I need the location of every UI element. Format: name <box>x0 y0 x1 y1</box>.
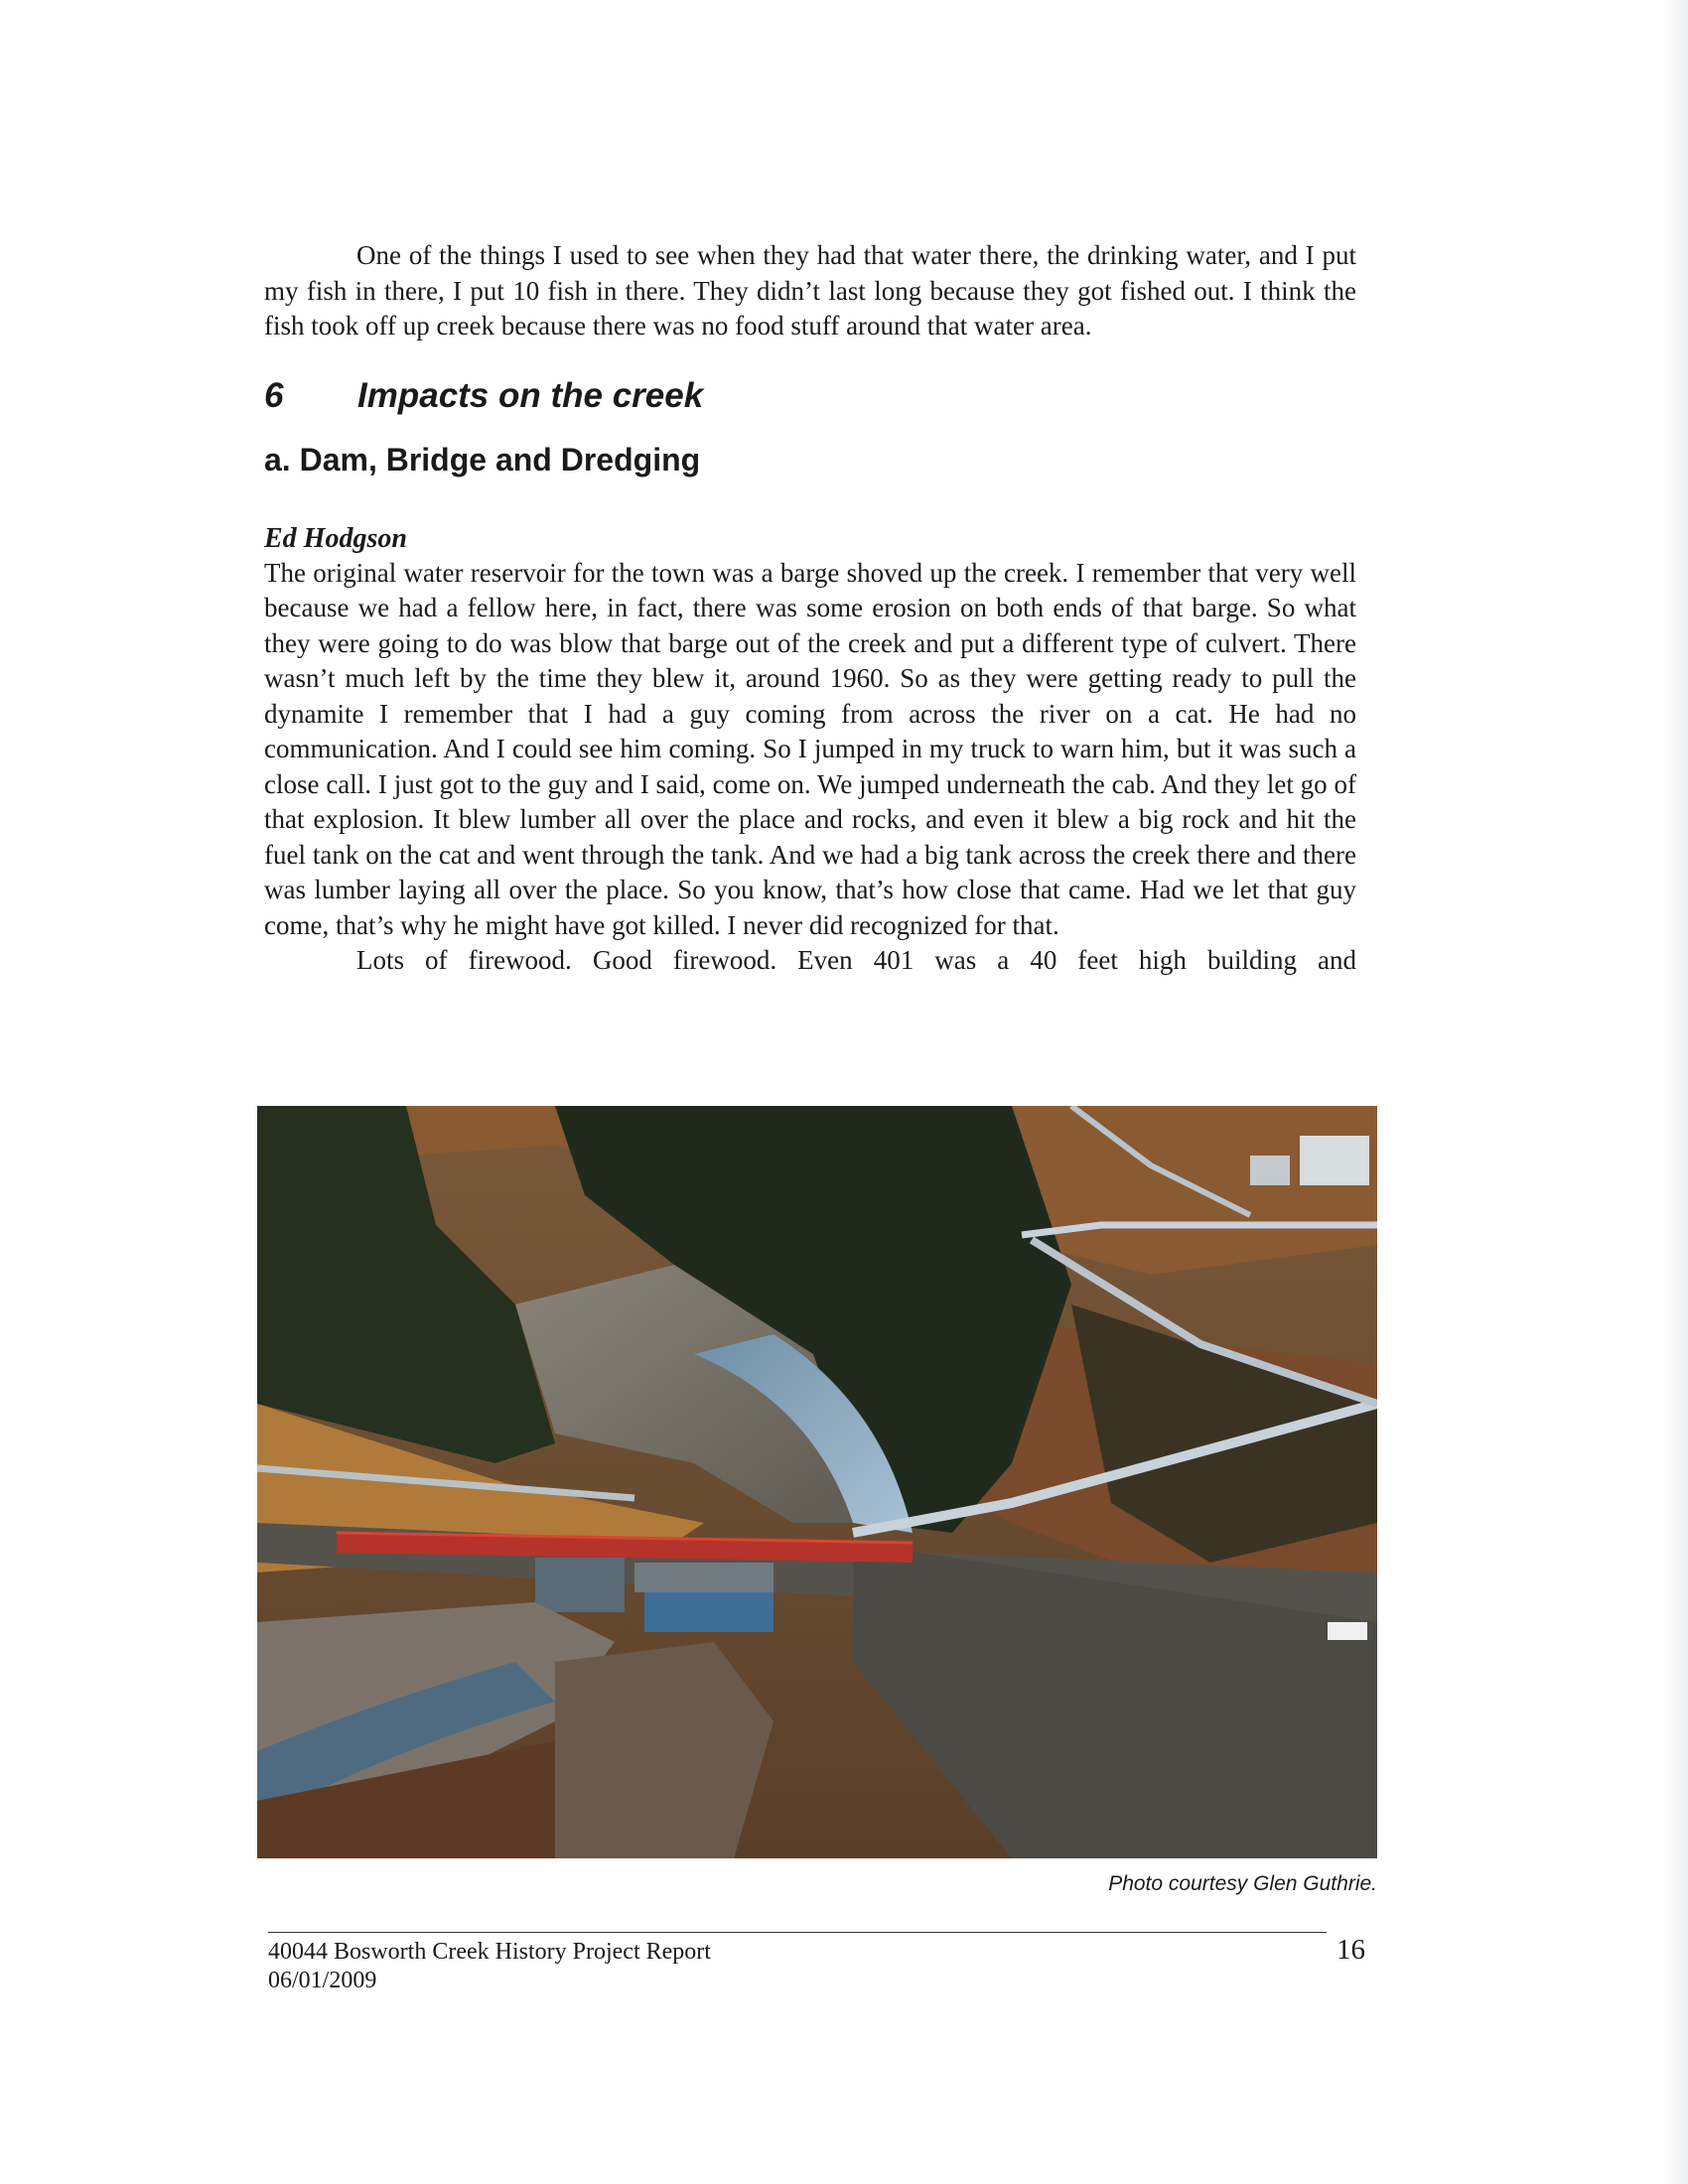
page-edge <box>1666 0 1688 2184</box>
speaker-name: Ed Hodgson <box>264 522 407 554</box>
subsection-heading: a. Dam, Bridge and Dredging <box>264 441 701 478</box>
footer-report-title: 40044 Bosworth Creek History Project Report <box>268 1939 711 1965</box>
footer <box>268 1938 711 1995</box>
body-paragraph-continued: Lots of firewood. Good firewood. Even 401 was a 40 feet high building and <box>356 945 1356 975</box>
section-number: 6 <box>264 375 284 415</box>
footer-date: 06/01/2009 <box>268 1968 377 1993</box>
footer-rule <box>268 1932 1327 1933</box>
photo-caption: Photo courtesy Glen Guthrie. <box>1108 1872 1377 1895</box>
intro-paragraph: One of the things I used to see when they had that water there, the drinking water, and I put my fish in there, I put 10 fish in there. They didn’t last long because they got fished out. I think the fish took off up creek because there was no food stuff around that water area. <box>264 240 1356 341</box>
body-paragraph: The original water reservoir for the town was a barge shoved up the creek. I remember that very well because we had a fellow here, in fact, there was some erosion on both ends of that barge. So what they were going to do was blow that barge out of the creek and put a different type of culvert. There wasn’t much left by the time they blew it, around 1960. So as they were getting ready to pull the dynamite I remember that I had a guy coming from across the river on a cat. He had no communication. And I could see him coming. So I jumped in my truck to warn him, but it was such a close call. I just got to the guy and I said, come on. We jumped underneath the cab. And they let go of that explosion. It blew lumber all over the place and rocks, and even it blew a big rock and hit the fuel tank on the cat and went through the tank. And we had a big tank across the creek there and there was lumber laying all over the place. So you know, that’s how close that came. Had we let that guy come, that’s why he might have got killed. I never did recognized for that. <box>264 557 1356 940</box>
section-title: Impacts on the creek <box>357 375 704 415</box>
aerial-photo <box>257 1106 1377 1858</box>
page-number: 16 <box>1336 1934 1365 1966</box>
section-heading <box>264 376 1356 416</box>
document-body <box>264 238 1356 979</box>
